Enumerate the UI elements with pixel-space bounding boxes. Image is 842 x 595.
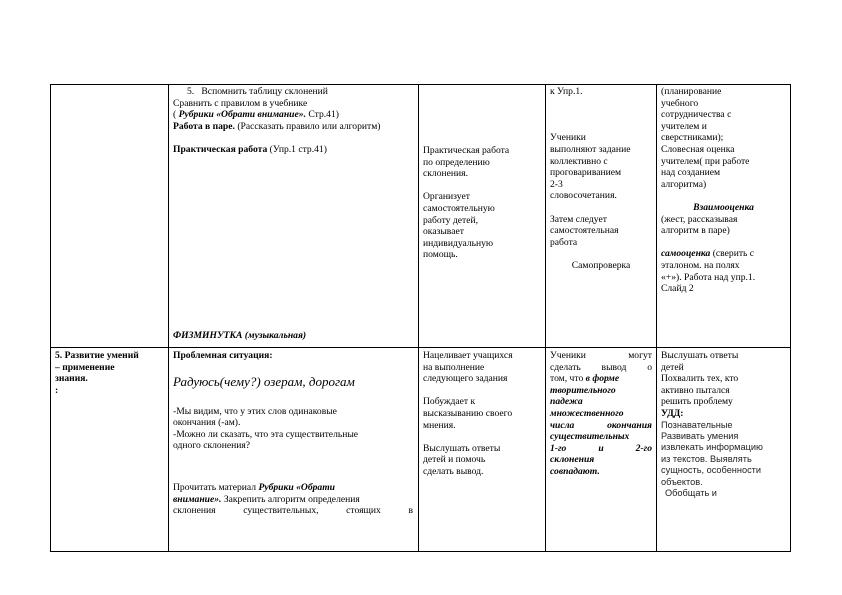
row1-teacher-cell bbox=[423, 145, 541, 261]
stage-title-line: – применение bbox=[55, 361, 115, 373]
text-line: (жест, рассказывая bbox=[661, 213, 738, 225]
text-line: существительных bbox=[550, 431, 630, 443]
column-border-4 bbox=[656, 84, 657, 552]
read-line-2 bbox=[173, 494, 413, 506]
text-span: внимание». bbox=[173, 493, 222, 505]
text-line: сделать вывод о bbox=[550, 361, 652, 373]
item5-text: Вспомнить таблицу склонений bbox=[201, 86, 328, 97]
compare-line: Сравнить с правилом в учебнике bbox=[173, 97, 308, 109]
self-assessment-label: самооценка bbox=[661, 248, 711, 260]
text-span: (сверить с bbox=[710, 248, 755, 260]
text-line: Нацеливает учащихся bbox=[423, 350, 513, 361]
column-border-3 bbox=[545, 84, 546, 552]
text-span: Прочитать материал bbox=[173, 481, 259, 493]
text-line: словосочетания. bbox=[550, 190, 617, 202]
row-divider bbox=[50, 347, 791, 348]
text-line: объектов. bbox=[661, 476, 703, 487]
text-line: Практическая работа bbox=[423, 145, 510, 156]
text-line: -Можно ли сказать, что эта существительные bbox=[173, 428, 359, 440]
physminute-line bbox=[173, 330, 413, 342]
text-line: выполняют задание bbox=[550, 143, 631, 155]
text-line: детей bbox=[661, 361, 684, 373]
row2-content-cell bbox=[173, 350, 413, 517]
text-line: «+»). Работа над упр.1. bbox=[661, 271, 756, 283]
text-line: извлекать информацию bbox=[661, 442, 763, 453]
text-line: одного склонения? bbox=[173, 440, 251, 452]
text-line: Ученики могут bbox=[550, 350, 652, 361]
physminute-bold: ФИЗМИНУТКА bbox=[173, 330, 243, 341]
text-line: эталоном. на полях bbox=[661, 259, 740, 271]
text-line: учителем и bbox=[661, 120, 707, 132]
text-line: детей и помочь bbox=[423, 454, 486, 466]
text-line: решить проблему bbox=[661, 396, 733, 408]
text-line: 1-го и 2-го bbox=[550, 442, 652, 454]
text-line: высказыванию своего bbox=[423, 407, 513, 419]
stage-title-line: : bbox=[55, 384, 59, 396]
text-line: склонения bbox=[550, 454, 595, 466]
text-line: 2-3 bbox=[550, 178, 563, 190]
text-line: работа bbox=[550, 236, 578, 248]
row2-stage-cell bbox=[55, 350, 165, 396]
text-line: Побуждает к bbox=[423, 396, 476, 408]
row2-teacher-cell bbox=[423, 350, 541, 478]
text-line: алгоритма) bbox=[661, 178, 707, 190]
text-line: Организует bbox=[423, 191, 470, 203]
text-line: следующего задания bbox=[423, 373, 508, 385]
text-line: алгоритм в паре) bbox=[661, 225, 730, 237]
text-span: том, что bbox=[550, 373, 586, 385]
row1-uud-cell bbox=[661, 86, 786, 295]
text-line: Затем следует bbox=[550, 213, 607, 225]
text-line: мнения. bbox=[423, 419, 456, 431]
example-phrase: Радуюсь(чему?) озерам, дорогам bbox=[173, 373, 355, 389]
text-line: (планирование bbox=[661, 86, 722, 97]
text-line: Развивать умения bbox=[661, 430, 739, 441]
text-line: над созданием bbox=[661, 167, 721, 179]
self-assessment-line bbox=[661, 248, 786, 260]
text-line: по определению bbox=[423, 156, 490, 168]
text-line: индивидуальную bbox=[423, 237, 494, 249]
text-line: коллективно с bbox=[550, 155, 608, 167]
text-line: окончания (-ам). bbox=[173, 417, 241, 429]
text-line: учителем( при работе bbox=[661, 155, 750, 167]
practical-bold: Практическая работа bbox=[173, 143, 268, 155]
text-line: падежа bbox=[550, 396, 583, 408]
peer-assessment-label: Взаимооценка bbox=[693, 201, 754, 213]
text-span: Закрепить алгоритм определения bbox=[221, 493, 360, 505]
text-line: сверстниками); bbox=[661, 132, 724, 144]
text-line: Похвалить тех, кто bbox=[661, 373, 739, 385]
rubric-italic: Рубрики «Обрати внимание». bbox=[178, 109, 306, 121]
uud-heading: УДД: bbox=[661, 407, 684, 419]
row1-content-cell bbox=[173, 86, 413, 156]
text-line: совпадают. bbox=[550, 465, 600, 477]
text-line: множественного bbox=[550, 407, 624, 419]
rubric-open: ( bbox=[173, 109, 179, 121]
text-line: самостоятельная bbox=[550, 225, 619, 237]
text-line: проговариванием bbox=[550, 167, 622, 179]
text-line: сделать вывод. bbox=[423, 465, 484, 477]
row2-uud-cell bbox=[661, 350, 789, 499]
text-line: учебного bbox=[661, 97, 699, 109]
text-line: самостоятельную bbox=[423, 202, 495, 214]
practical-line bbox=[173, 144, 413, 156]
pair-work-rest: (Рассказать правило или алгоритм) bbox=[234, 120, 381, 132]
text-line: работу детей, bbox=[423, 214, 478, 226]
text-line bbox=[550, 373, 652, 385]
text-line: к Упр.1. bbox=[550, 86, 583, 97]
row2-students-cell bbox=[550, 350, 652, 478]
text-line: творительного bbox=[550, 384, 616, 396]
column-border-2 bbox=[418, 84, 419, 552]
text-line: -Мы видим, что у этих слов одинаковые bbox=[173, 405, 337, 417]
text-line: оказывает bbox=[423, 226, 464, 238]
text-line: из текстов. Выявлять bbox=[661, 453, 752, 464]
text-line: Словесная оценка bbox=[661, 143, 735, 155]
practical-rest: (Упр.1 стр.41) bbox=[267, 143, 327, 155]
column-border-left bbox=[50, 84, 51, 552]
text-line: Обобщать и bbox=[665, 488, 717, 498]
text-line: склонения. bbox=[423, 168, 468, 180]
item-number: 5. bbox=[187, 86, 195, 97]
text-line: на выполнение bbox=[423, 361, 485, 373]
read-line-1 bbox=[173, 482, 413, 494]
text-span: в форме bbox=[585, 373, 620, 385]
text-line: Выслушать ответы bbox=[423, 442, 501, 454]
stage-title-line: 5. Развитие умений bbox=[55, 350, 139, 361]
text-span: Рубрики «Обрати bbox=[258, 481, 335, 493]
column-border-right bbox=[790, 84, 791, 552]
text-line: Познавательные bbox=[661, 419, 733, 430]
table-bottom-border bbox=[50, 551, 791, 552]
text-line: склонения существительных, стоящих в bbox=[173, 505, 413, 517]
rubric-line bbox=[173, 109, 413, 121]
self-check-label: Самопроверка bbox=[571, 259, 631, 271]
pair-work-bold: Работа в паре. bbox=[173, 120, 235, 132]
table-top-border bbox=[50, 84, 791, 85]
physminute-rest: (музыкальная) bbox=[242, 330, 307, 341]
text-line: сущность, особенности bbox=[661, 465, 761, 476]
column-border-1 bbox=[168, 84, 169, 552]
text-line: числа окончания bbox=[550, 419, 652, 431]
row1-students-cell bbox=[550, 86, 652, 272]
problem-heading: Проблемная ситуация: bbox=[173, 350, 273, 361]
stage-title-line: знания. bbox=[55, 373, 88, 385]
text-line: Слайд 2 bbox=[661, 283, 694, 295]
text-line: Выслушать ответы bbox=[661, 350, 739, 361]
text-line: помощь. bbox=[423, 249, 458, 261]
text-line: сотрудничества с bbox=[661, 109, 732, 121]
rubric-page: Стр.41) bbox=[305, 109, 339, 121]
pair-work-line bbox=[173, 121, 413, 133]
item5-line bbox=[173, 86, 413, 98]
text-line: активно пытался bbox=[661, 384, 730, 396]
text-line: Ученики bbox=[550, 132, 586, 144]
